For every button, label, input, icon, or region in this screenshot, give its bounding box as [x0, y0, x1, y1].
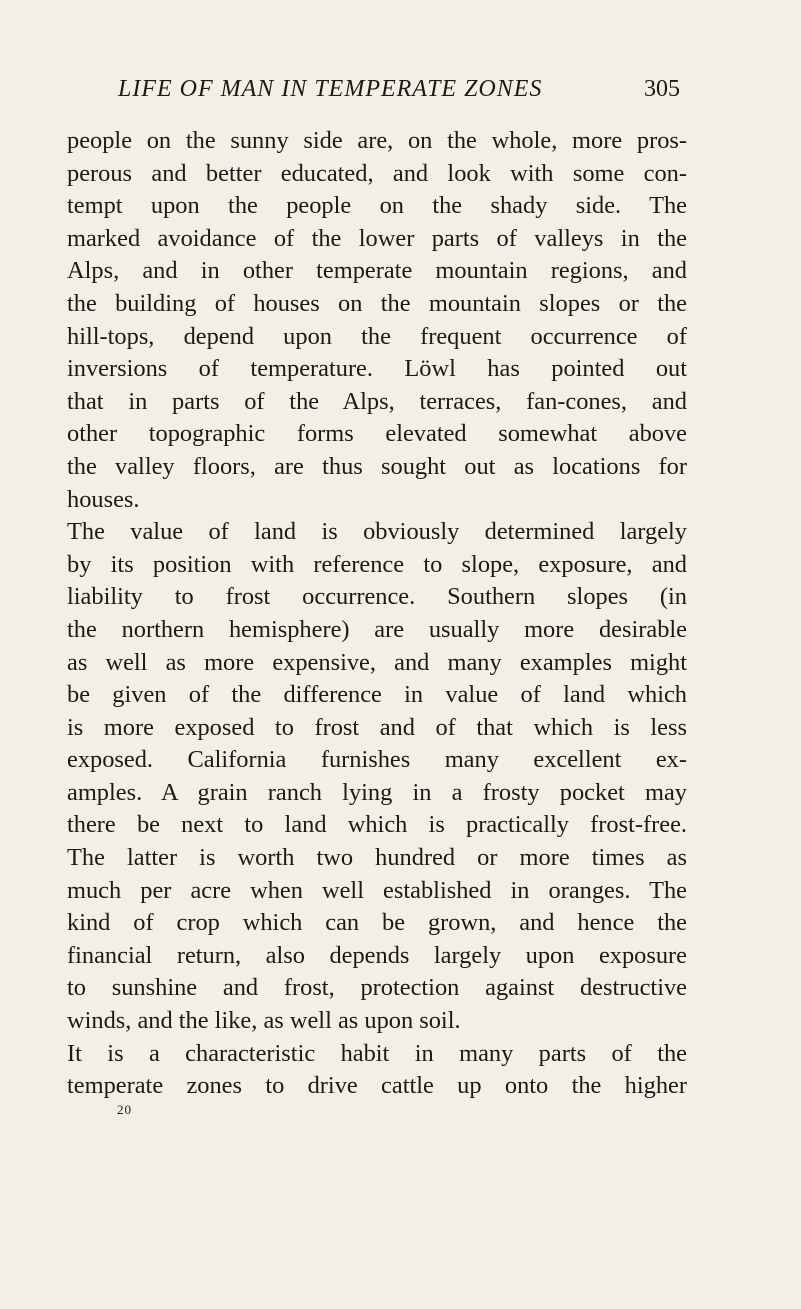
text-line: other topographic forms elevated somewhat above	[67, 420, 687, 448]
running-title: LIFE OF MAN IN TEMPERATE ZONES	[118, 76, 543, 102]
text-line: hill-tops, depend upon the frequent occurrence of	[67, 322, 687, 350]
text-line: kind of crop which can be grown, and hence the	[67, 909, 687, 937]
text-line: financial return, also depends largely upon exposure	[67, 941, 687, 969]
text-line: much per acre when well established in oranges. The	[67, 876, 687, 904]
text-line: It is a characteristic habit in many parts of the	[67, 1039, 687, 1067]
text-line: the valley floors, are thus sought out as locations for	[67, 452, 687, 480]
text-line: perous and better educated, and look with some con-	[67, 159, 687, 187]
text-line: amples. A grain ranch lying in a frosty pocket may	[67, 778, 687, 806]
text-line: inversions of temperature. Löwl has pointed out	[67, 355, 687, 383]
text-line: the building of houses on the mountain slopes or the	[67, 289, 687, 317]
text-line: exposed. California furnishes many excellent ex-	[67, 746, 687, 774]
text-line: as well as more expensive, and many examples might	[67, 648, 687, 676]
text-line: there be next to land which is practically frost-free.	[67, 811, 687, 839]
text-line: to sunshine and frost, protection against destructive	[67, 974, 687, 1002]
text-line: be given of the difference in value of land which	[67, 681, 687, 709]
text-line: houses.	[67, 485, 140, 513]
text-line: that in parts of the Alps, terraces, fan-cones, and	[67, 387, 687, 415]
text-line: by its position with reference to slope, exposure, and	[67, 550, 687, 578]
text-line: tempt upon the people on the shady side. The	[67, 192, 687, 220]
text-line: marked avoidance of the lower parts of valleys in the	[67, 224, 687, 252]
text-line: people on the sunny side are, on the whole, more pros-	[67, 127, 687, 154]
text-line: winds, and the like, as well as upon soil.	[67, 1007, 461, 1035]
signature-mark: 20	[117, 1102, 132, 1117]
running-head	[118, 76, 680, 106]
text-line: The latter is worth two hundred or more times as	[67, 844, 687, 872]
text-line: Alps, and in other temperate mountain regions, and	[67, 257, 687, 285]
body-text	[67, 125, 687, 1103]
text-line: The value of land is obviously determined largely	[67, 518, 687, 546]
text-line: is more exposed to frost and of that which is less	[67, 713, 687, 741]
text-line: liability to frost occurrence. Southern slopes (in	[67, 583, 687, 611]
page-number: 305	[644, 76, 680, 102]
text-line: the northern hemisphere) are usually more desirable	[67, 615, 687, 643]
text-line: temperate zones to drive cattle up onto the higher	[67, 1072, 687, 1100]
